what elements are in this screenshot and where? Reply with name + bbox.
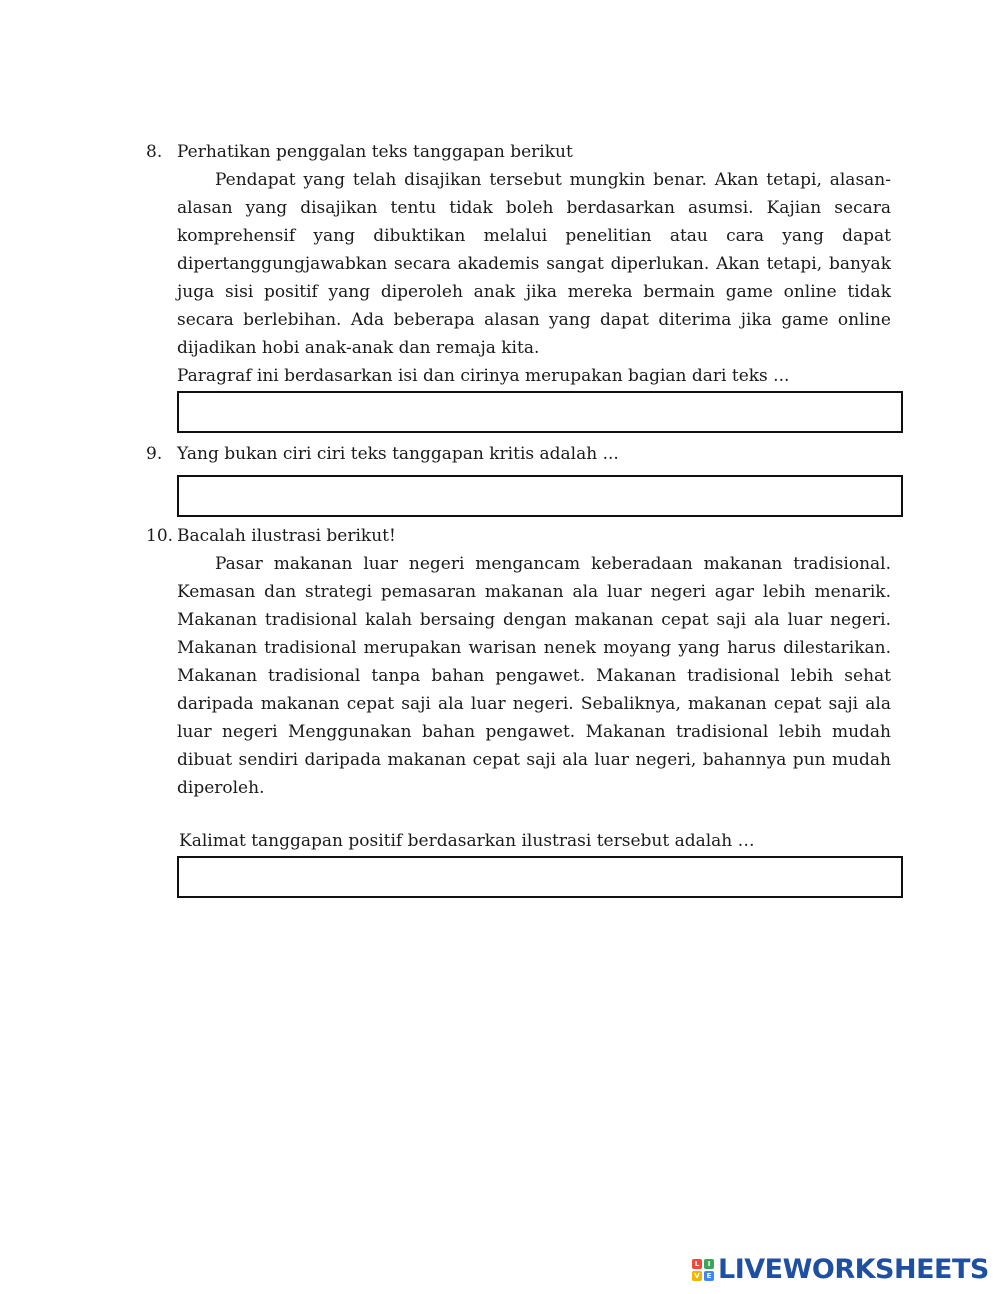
liveworksheets-logo <box>692 1254 989 1285</box>
logo-tile-e: E <box>704 1271 714 1281</box>
logo-tile-i: I <box>704 1259 714 1269</box>
logo-tile-l: L <box>692 1259 702 1269</box>
question-9-number: 9. <box>146 444 163 464</box>
question-8-prompt: Paragraf ini berdasarkan isi dan cirinya merupakan bagian dari teks ... <box>177 366 790 386</box>
question-10-passage: Pasar makanan luar negeri mengancam keberadaan makanan tradisional. Kemasan dan strategi pemasaran makanan ala luar negeri agar lebih menarik. Makanan tradisional kalah bersaing dengan makanan cepat saji ala luar negeri. Makanan tradisional merupakan warisan nenek moyang yang harus dilestarikan. Makanan tradisional tanpa bahan pengawet. Makanan tradisional lebih sehat daripada makanan cepat saji ala luar negeri. Sebaliknya, makanan cepat saji ala luar negeri Menggunakan bahan pengawet. Makanan tradisional lebih mudah dibuat sendiri daripada makanan cepat saji ala luar negeri, bahannya pun mudah diperoleh. <box>177 554 891 798</box>
question-10-number: 10. <box>146 526 174 546</box>
liveworksheets-wordmark: LIVEWORKSHEETS <box>718 1254 989 1285</box>
question-8-title: Perhatikan penggalan teks tanggapan berikut <box>177 142 573 162</box>
liveworksheets-logo-icon <box>692 1259 714 1281</box>
question-8-passage: Pendapat yang telah disajikan tersebut mungkin benar. Akan tetapi, alasan-alasan yang disajikan tentu tidak boleh berdasarkan asumsi. Kajian secara komprehensif yang dibuktikan melalui penelitian atau cara yang dapat dipertanggungjawabkan secara akademis sangat diperlukan. Akan tetapi, banyak juga sisi positif yang diperoleh anak jika mereka bermain game online tidak secara berlebihan. Ada beberapa alasan yang dapat diterima jika game online dijadikan hobi anak-anak dan remaja kita. <box>177 170 891 358</box>
question-10-prompt: Kalimat tanggapan positif berdasarkan ilustrasi tersebut adalah … <box>179 831 755 851</box>
question-10-title: Bacalah ilustrasi berikut! <box>177 526 396 546</box>
question-8-number: 8. <box>146 142 163 162</box>
logo-tile-v: V <box>692 1271 702 1281</box>
question-9-answer-input[interactable] <box>177 475 903 517</box>
question-8-answer-input[interactable] <box>177 391 903 433</box>
question-9-title: Yang bukan ciri ciri teks tanggapan kritis adalah ... <box>177 444 619 464</box>
question-10-answer-input[interactable] <box>177 856 903 898</box>
